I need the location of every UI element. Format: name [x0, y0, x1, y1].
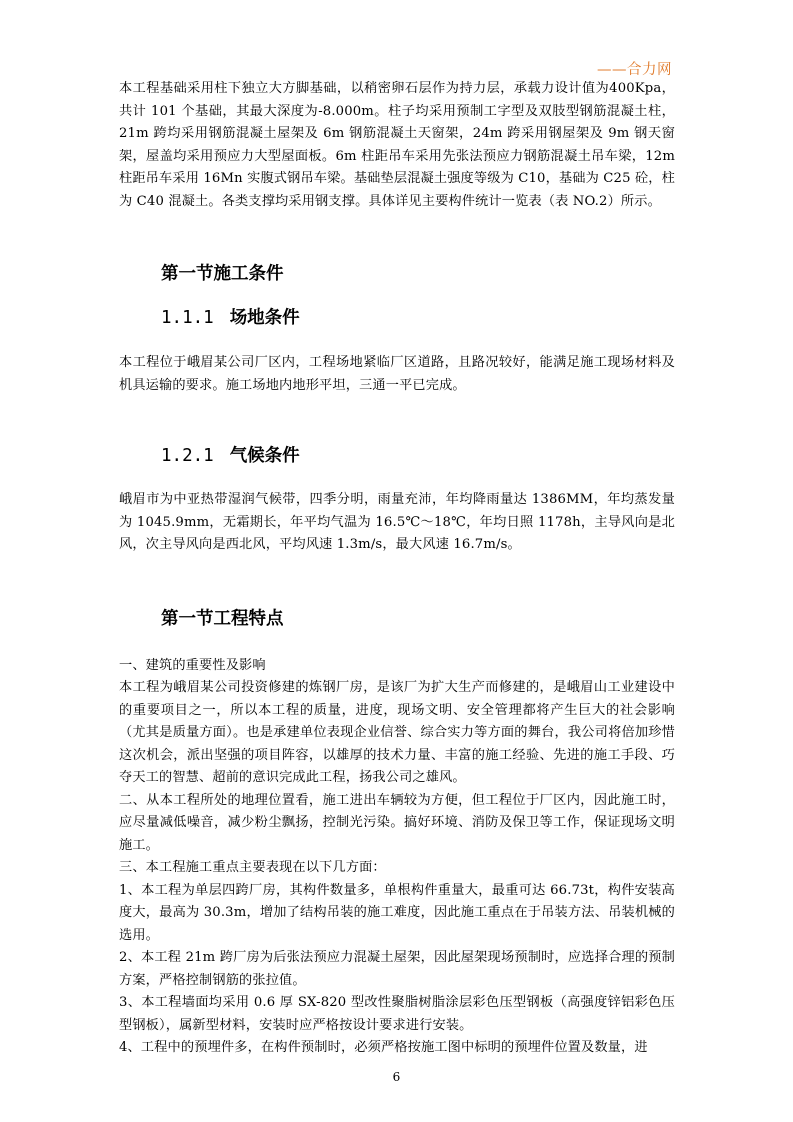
features-list-item: 4、工程中的预埋件多，在构件预制时，必须严格按施工图中标明的预埋件位置及数量，进: [119, 1040, 648, 1055]
section-title-project-features: 第一节工程特点: [161, 608, 284, 629]
climate-conditions-paragraph: 峨眉市为中亚热带湿润气候带，四季分明，雨量充沛，年均降雨量达 1386MM，年均蒸发量为 1045.9mm，无霜期长，年平均气温为 16.5℃～18℃，年均日照 1178h，主导风向是北风，次主导风向是西北风，平均风速 1.3m/s，最大风速 16.7m/s。: [119, 492, 675, 552]
features-heading-line: 一、建筑的重要性及影响: [119, 657, 266, 673]
subsection-number: 1.1.1: [161, 308, 214, 328]
intro-paragraph: 本工程基础采用柱下独立大方脚基础，以稍密卵石层作为持力层，承载力设计值为400Kpa，共计 101 个基础，其最大深度为-8.000m。柱子均采用预制工字型及双肢型钢筋混凝土柱，21m 跨均采用钢筋混凝土屋架及 6m 钢筋混凝土天窗架，24m 跨采用钢屋架及 9m 钢天窗架，屋盖均采用预应力大型屋面板。6m 柱距吊车采用先张法预应力钢筋混凝土吊车梁，12m 柱距吊车采用 16Mn 实腹式钢吊车梁。基础垫层混凝土强度等级为 C10，基础为 C25 砼，柱为 C40 混凝土。各类支撑均采用钢支撑。具体详见主要构件统计一览表（表 NO.2）所示。: [119, 81, 675, 209]
header-brand: ——合力网: [597, 62, 672, 78]
features-paragraph: 三、本工程施工重点主要表现在以下几方面：: [119, 860, 386, 875]
subsection-heading-site-conditions: [119, 306, 675, 330]
features-list-item: 1、本工程为单层四跨厂房，其构件数量多，单根构件重量大，最重可达 66.73t，构件安装高度大，最高为 30.3m，增加了结构吊装的施工难度，因此施工重点在于吊装方法、吊装机械的选用。: [119, 882, 675, 943]
features-paragraph: 二、从本工程所处的地理位置看，施工进出车辆较为方便，但工程位于厂区内，因此施工时，应尽量减低噪音，减少粉尘飘扬，控制光污染。搞好环境、消防及保卫等工作，保证现场文明施工。: [119, 792, 675, 853]
subsection-heading-climate-conditions: [119, 444, 675, 468]
subsection-title: 场地条件: [229, 308, 300, 328]
features-paragraph: 本工程为峨眉某公司投资修建的炼钢厂房，是该厂为扩大生产而修建的，是峨眉山工业建设中的重要项目之一，所以本工程的质量，进度，现场文明、安全管理都将产生巨大的社会影响（尤其是质量方面）。也是承建单位表现企业信誉、综合实力等方面的舞台，我公司将倍加珍惜这次机会，派出坚强的项目阵容，以雄厚的技术力量、丰富的施工经验、先进的施工手段、巧夺天工的智慧、超前的意识完成此工程，扬我公司之雄风。: [119, 680, 675, 785]
document-body: [119, 78, 675, 1060]
section-title-construction-conditions: 第一节施工条件: [161, 264, 284, 284]
features-list-item: 2、本工程 21m 跨厂房为后张法预应力混凝土屋架，因此屋架现场预制时，应选择合理的预制方案，严格控制钢筋的张拉值。: [119, 950, 675, 988]
subsection-title: 气候条件: [229, 446, 300, 466]
page-number: 6: [392, 1070, 401, 1084]
site-conditions-paragraph: 本工程位于峨眉某公司厂区内，工程场地紧临厂区道路，且路况较好，能满足施工现场材料及机具运输的要求。施工场地内地形平坦，三通一平已完成。: [119, 355, 675, 393]
subsection-number: 1.2.1: [161, 446, 214, 466]
features-list-item: 3、本工程墙面均采用 0.6 厚 SX-820 型改性聚脂树脂涂层彩色压型钢板（高强度锌铝彩色压型钢板），属新型材料，安装时应严格按设计要求进行安装。: [119, 995, 675, 1033]
